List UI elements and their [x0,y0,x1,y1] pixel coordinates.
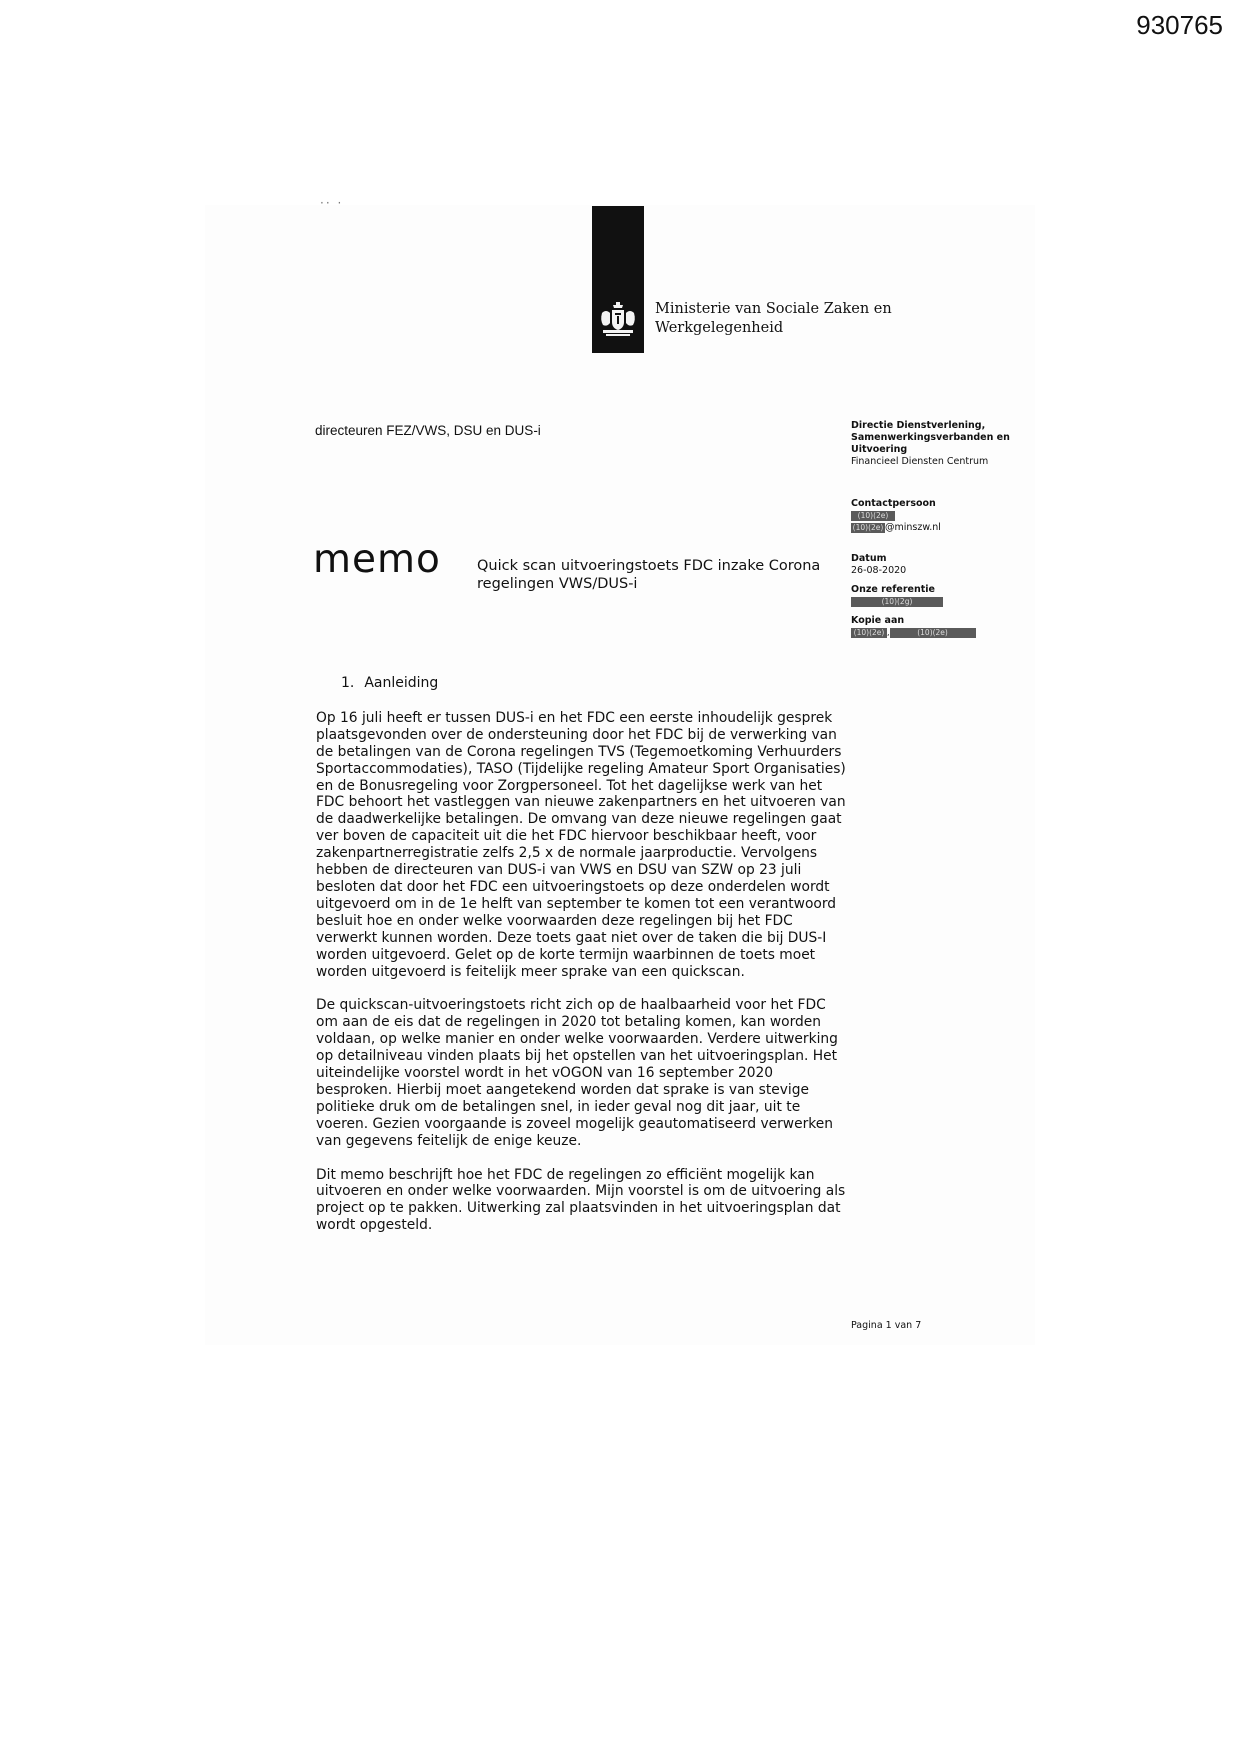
coat-of-arms-icon [597,299,639,339]
ministry-name-line1: Ministerie van Sociale Zaken en [655,301,892,317]
reference-label: Onze referentie [851,584,935,595]
paragraph: De quickscan-uitvoeringstoets richt zich op de haalbaarheid voor het FDC om aan de eis dat de regelingen in 2020 tot betaling komen, kan worden voldaan, op welke manier en onder welke voorwaarden. Verdere uitwerking op detailniveau vinden plaats bij het opstellen van het uitvoeringsplan. Het uiteindelijke voorstel wordt in het vOGON van 16 september 2020 besproken. Hierbij moet aangetekend worden dat sprake is van stevige politieke druk om de betalingen snel, in ieder geval nog dit jaar, uit te voeren. Gezien voorgaande is zoveel mogelijk geautomatiseerd verwerken van gegevens feitelijk de enige keuze. [316,997,838,1149]
government-logo-bar [592,206,644,353]
directorate-line3: Uitvoering [851,444,908,455]
section-heading [341,675,846,692]
paragraph: Dit memo beschrijft hoe het FDC de regelingen zo efficiënt mogelijk kan uitvoeren en onder welke voorwaarden. Mijn voorstel is om de uitvoering als project op te pakken. Uitwerking zal plaatsvinden in het uitvoeringsplan dat wordt opgesteld. [316,1166,846,1234]
copy-block [851,615,1026,639]
contact-block [851,498,1026,534]
subject-line1: Quick scan uitvoeringstoets FDC inzake Corona [477,558,821,574]
redaction-copy-2: (10)(2e) [890,628,976,638]
redaction-contact-email: (10)(2e) [852,522,884,532]
paragraph: Op 16 juli heeft er tussen DUS-i en het FDC een eerste inhoudelijk gesprek plaatsgevonden over de ondersteuning door het FDC bij de verwerking van de betalingen van de Corona regelingen TVS (Tegemoetkoming Verhuurders Sportaccommodaties), TASO (Tijdelijke regeling Amateur Sport Organisaties) en de Bonusregeling voor Zorgpersoneel. Tot het dagelijkse werk van het FDC behoort het vastleggen van nieuwe zakenpartners en het uitvoeren van de daadwerkelijke betalingen. De omvang van deze nieuwe regelingen gaat ver boven de capaciteit uit die het FDC hiervoor beschikbaar heeft, voor zakenpartnerregistratie zelfs 2,5 x de normale jaarproductie. Vervolgens hebben de directeuren van DUS-i van VWS en DSU van SZW op 23 juli besloten dat door het FDC een uitvoeringstoets op deze onderdelen wordt uitgevoerd om in de 1e helft van september te komen tot een verantwoord besluit hoe en onder welke voorwaarden deze regelingen bij het FDC verwerkt kunnen worden. Deze toets gaat niet over de taken die bij DUS-I worden uitgevoerd. Gelet op de korte termijn waarbinnen de toets moet worden uitgevoerd is feitelijk meer sprake van een quickscan. [316,709,846,980]
memo-subject [477,557,837,593]
memo-title: memo [313,537,441,582]
directorate-line1: Directie Dienstverlening, [851,420,986,431]
department-name: Financieel Diensten Centrum [851,456,989,467]
contact-label: Contactpersoon [851,498,936,509]
directorate-block [851,420,1026,468]
reference-block [851,584,1026,608]
copy-separator: , [887,628,890,637]
addressee: directeuren FEZ/VWS, DSU en DUS-i [315,423,541,438]
ministry-name-line2: Werkgelegenheid [655,320,784,336]
directorate-line2: Samenwerkingsverbanden en [851,432,1010,443]
section-title: Aanleiding [364,675,439,691]
date-label: Datum [851,553,887,564]
ministry-name [655,300,895,338]
redaction-reference: (10)(2g) [851,597,943,607]
scan-artifact: ·· · [320,196,344,210]
redaction-contact-name: (10)(2e) [851,511,895,521]
contact-email-suffix: @minszw.nl [885,522,941,533]
copy-label: Kopie aan [851,615,905,626]
redaction-copy-1: (10)(2e) [851,628,887,638]
subject-line2: regelingen VWS/DUS-i [477,576,638,592]
page-number: Pagina 1 van 7 [851,1320,922,1331]
section-number: 1. [341,675,355,691]
date-value: 26-08-2020 [851,565,907,576]
memo-body [316,675,846,1251]
date-block [851,553,1026,577]
document-number: 930765 [1136,10,1223,40]
